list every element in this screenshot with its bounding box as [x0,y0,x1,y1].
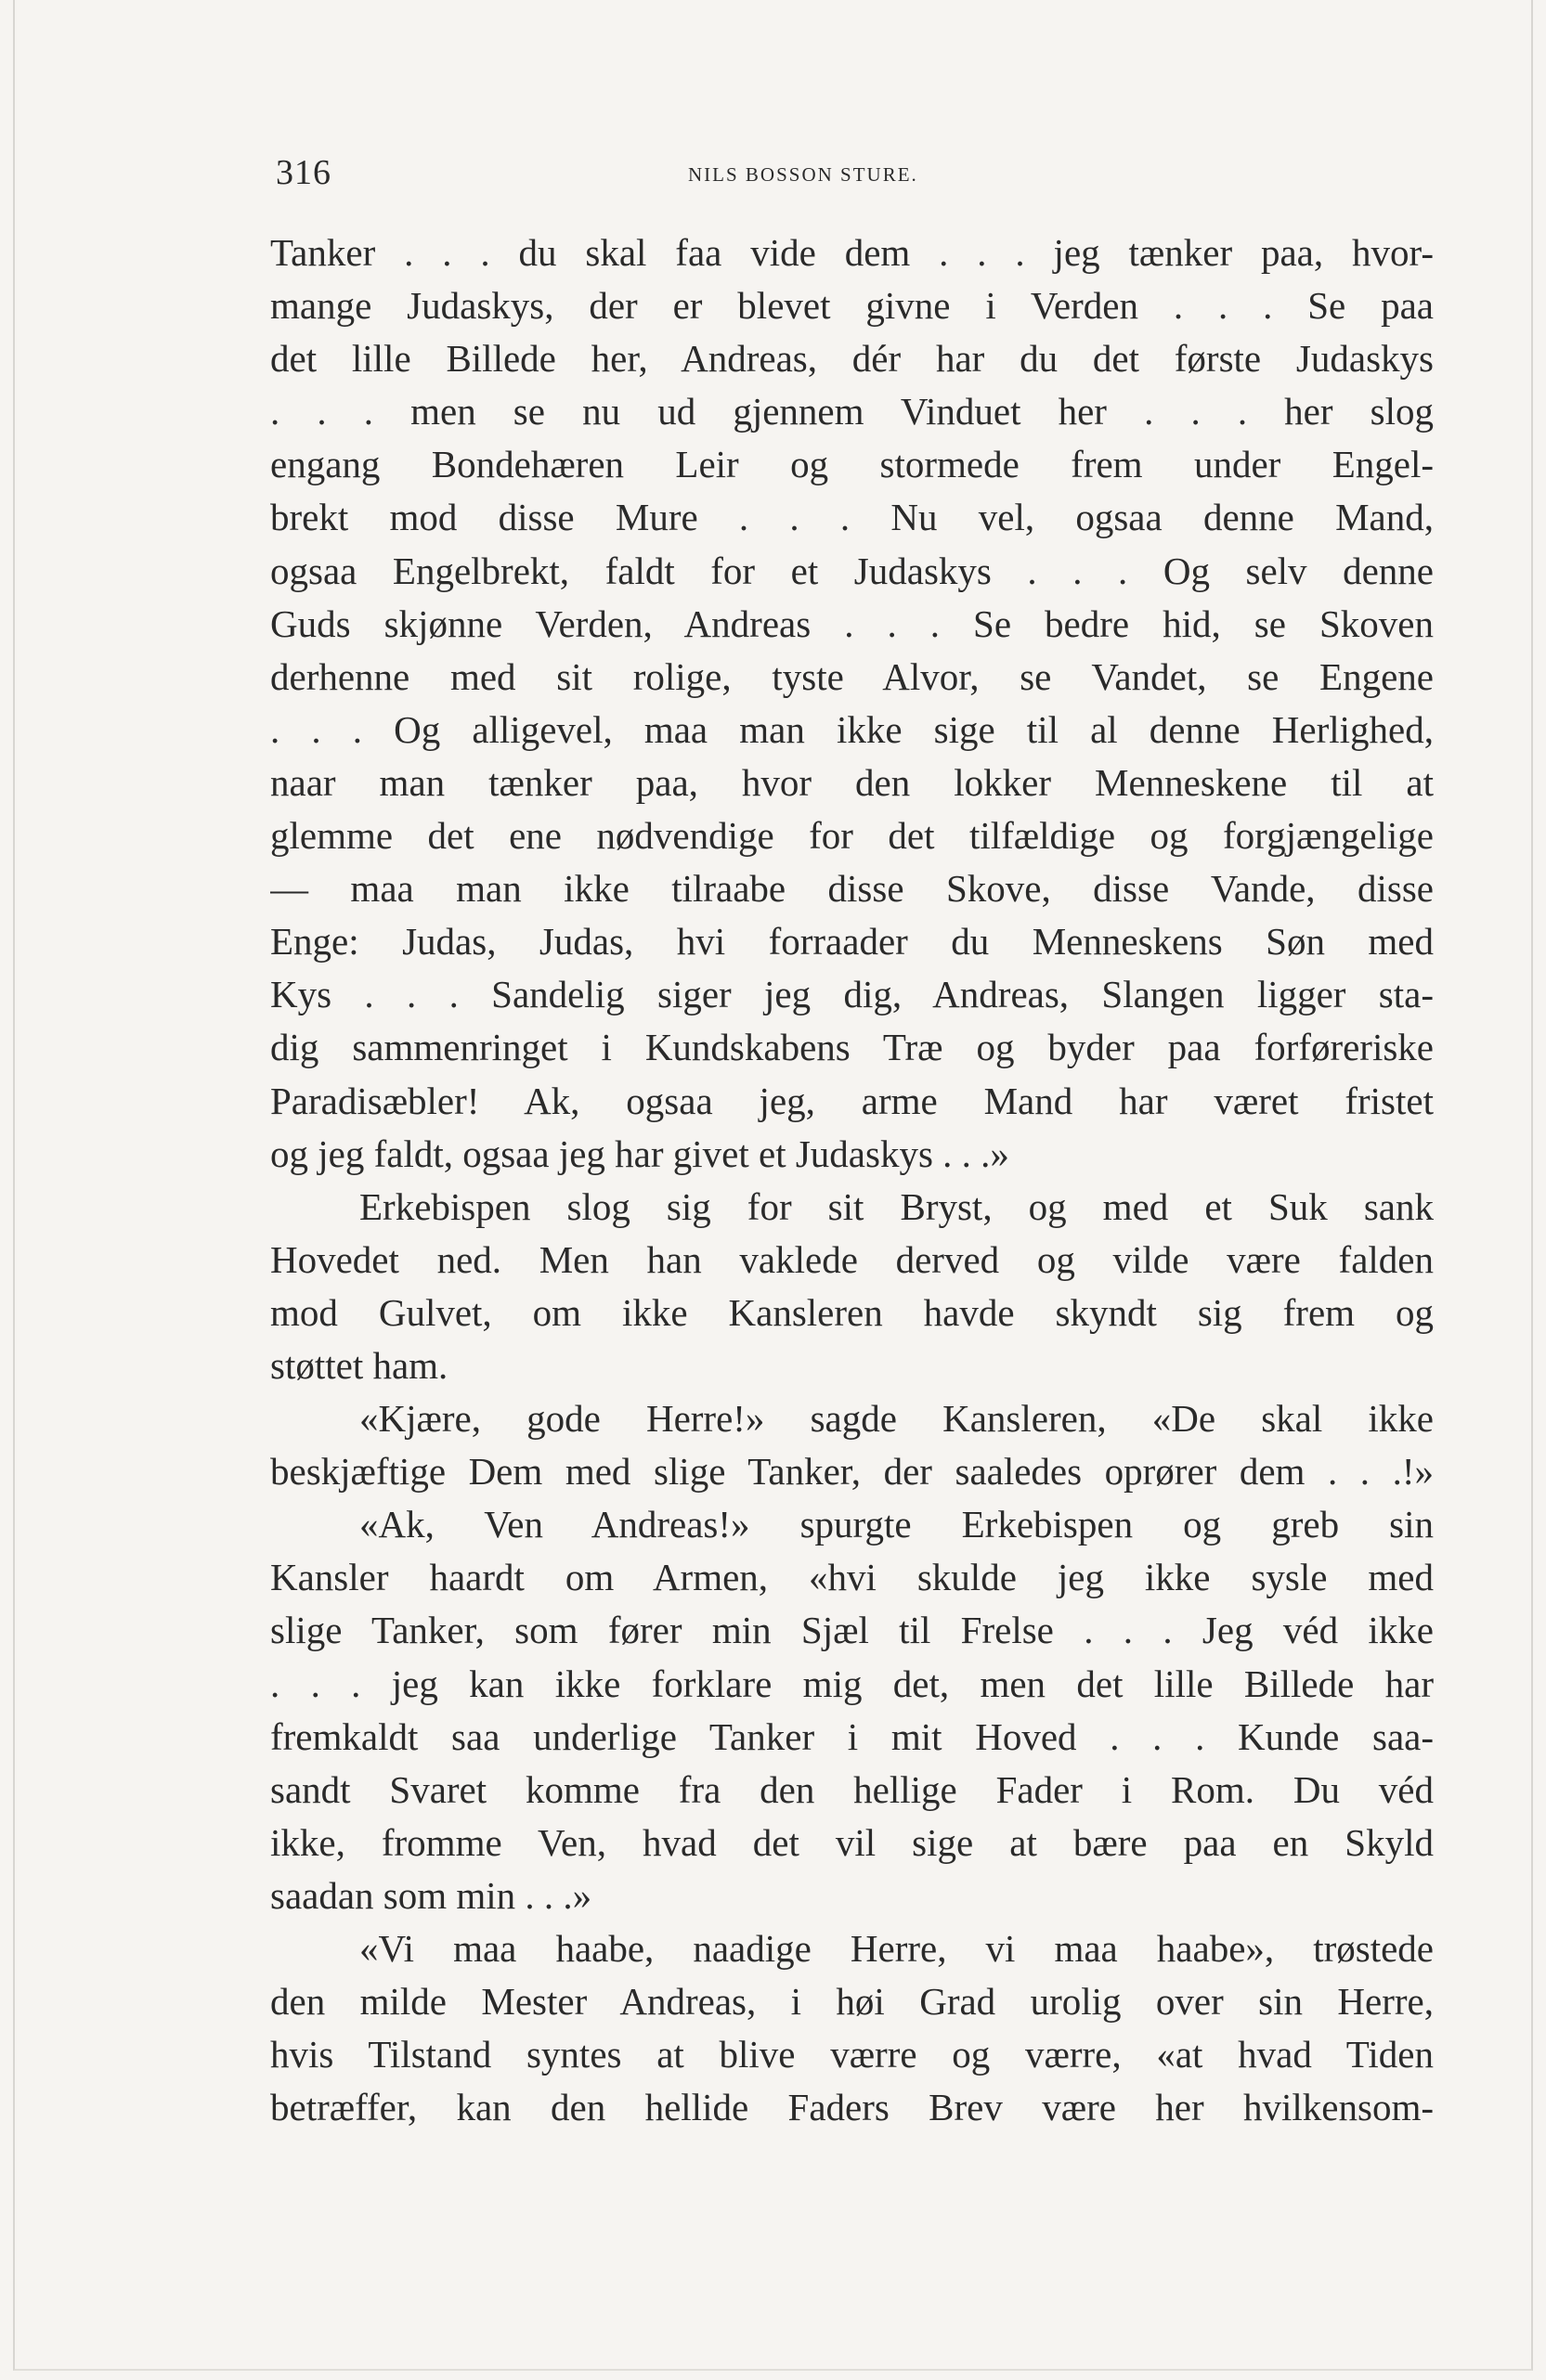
text-line: ikke, fromme Ven, hvad det vil sige at bære paa en Skyld [270,1820,1434,1864]
text-line: derhenne med sit rolige, tyste Alvor, se Vandet, se Engene [270,654,1434,698]
text-line: Guds skjønne Verden, Andreas . . . Se bedre hid, se Skoven [270,601,1434,645]
text-line: Enge: Judas, Judas, hvi forraader du Menneskens Søn med [270,920,1434,964]
text-line: . . . jeg kan ikke forklare mig det, men det lille Billede har [270,1662,1434,1705]
text-line: brekt mod disse Mure . . . Nu vel, ogsaa denne Mand, [270,496,1434,539]
text-line: støttet ham. [270,1343,448,1387]
text-line: saadan som min . . .» [270,1873,592,1917]
text-line: hvis Tilstand syntes at blive værre og værre, «at hvad Tiden [270,2033,1434,2076]
text-line: «Ak, Ven Andreas!» spurgte Erkebispen og greb sin [359,1503,1434,1546]
text-line: ogsaa Engelbrekt, faldt for et Judaskys . . . Og selv denne [270,549,1434,592]
text-line: Tanker . . . du skal faa vide dem . . . jeg tænker paa, hvor- [270,231,1434,274]
text-line: dig sammenringet i Kundskabens Træ og byder paa forføreriske [270,1026,1434,1069]
text-line: Hovedet ned. Men han vaklede derved og vilde være falden [270,1237,1434,1281]
text-line: naar man tænker paa, hvor den lokker Menneskene til at [270,760,1434,804]
text-line: glemme det ene nødvendige for det tilfældige og forgjængelige [270,814,1434,858]
body-text [270,226,1434,2134]
text-line: . . . men se nu ud gjennem Vinduet her . . . her slog [270,390,1434,433]
text-line: Kys . . . Sandelig siger jeg dig, Andreas, Slangen ligger sta- [270,973,1434,1016]
text-line: den milde Mester Andreas, i høi Grad urolig over sin Herre, [270,1980,1434,2024]
text-line: mod Gulvet, om ikke Kansleren havde skyndt sig frem og [270,1290,1434,1334]
text-line: det lille Billede her, Andreas, dér har du det første Judaskys [270,337,1434,381]
running-title: NILS BOSSON STURE. [688,163,918,186]
text-line: — maa man ikke tilraabe disse Skove, disse Vande, disse [270,867,1434,911]
text-line: Erkebispen slog sig for sit Bryst, og med et Suk sank [359,1184,1434,1228]
text-line: fremkaldt saa underlige Tanker i mit Hoved . . . Kunde saa- [270,1714,1434,1758]
text-line: slige Tanker, som fører min Sjæl til Frelse . . . Jeg véd ikke [270,1609,1434,1652]
text-line: Kansler haardt om Armen, «hvi skulde jeg ikke sysle med [270,1556,1434,1599]
text-line: engang Bondehæren Leir og stormede frem under Engel- [270,443,1434,486]
text-line: sandt Svaret komme fra den hellige Fader i Rom. Du véd [270,1767,1434,1811]
page-header [276,152,1432,193]
text-line: beskjæftige Dem med slige Tanker, der saaledes oprører dem . . .!» [270,1450,1434,1494]
text-line: «Kjære, gode Herre!» sagde Kansleren, «De skal ikke [359,1397,1434,1441]
text-line: Paradisæbler! Ak, ogsaa jeg, arme Mand har været fristet [270,1079,1434,1122]
text-line: . . . Og alligevel, maa man ikke sige til al denne Herlighed, [270,707,1434,751]
text-line: mange Judaskys, der er blevet givne i Verden . . . Se paa [270,284,1434,328]
page-number: 316 [276,153,331,192]
text-line: og jeg faldt, ogsaa jeg har givet et Judaskys . . .» [270,1132,1009,1175]
text-line: «Vi maa haabe, naadige Herre, vi maa haabe», trøstede [359,1927,1434,1970]
text-line: betræffer, kan den hellide Faders Brev være her hvilkensom- [270,2086,1434,2129]
